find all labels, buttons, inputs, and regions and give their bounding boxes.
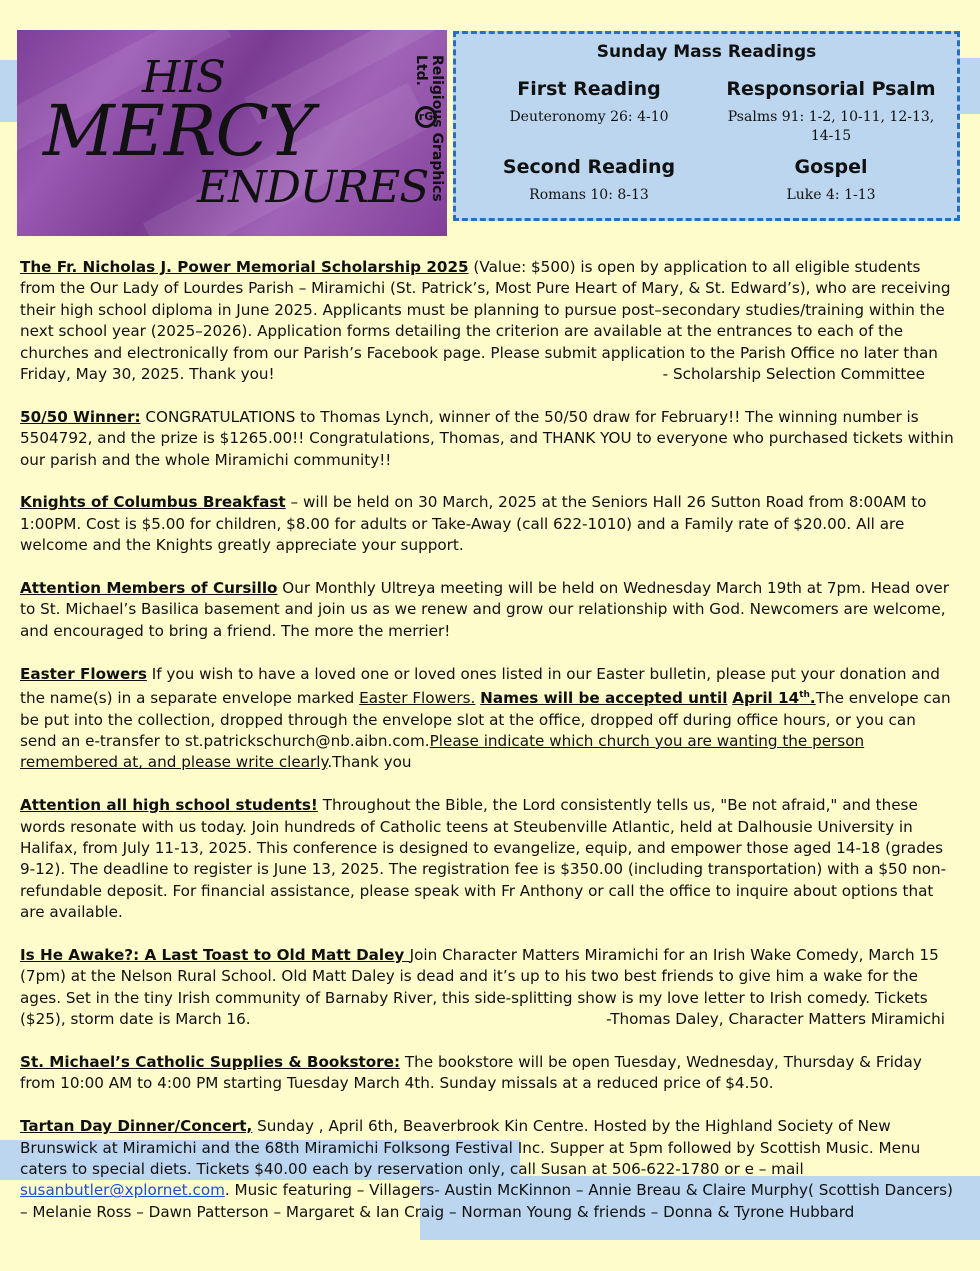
students-body: Throughout the Bible, the Lord consistently tells us, "Be not afraid," and these words resonate with us today. Join hundreds of Catholic teens at Steubenville Atlantic, held at Dalhousie University in Halifax, from July 11-13, 2025. This conference is designed to evangelize, equip, and empower those aged 14-18 (grades 9-12). The deadline to register is June 13, 2025. The registration fee is $350.00 (including transportation) with a $50 non-refundable deposit. For financial assistance, please speak with Fr Anthony or call the office to inquire about options that are available. <box>20 796 947 922</box>
religious-graphics-icon: rG <box>415 106 437 128</box>
gospel-heading: Gospel <box>794 156 868 178</box>
tartan-body-2: . Music featuring – Villagers- Austin McKinnon – Annie Breau & Claire Murphy( Scottish Dancers) – Melanie Ross – Dawn Patterson – Margaret & Ian Craig – Norman Young & friends – Donna & Tyrone Hubbard <box>20 1181 953 1221</box>
scholarship-body: (Value: $500) is open by application to all eligible students from the Our Lady of Lourdes Parish – Miramichi (St. Patrick’s, Most Pure Heart of Mary, & St. Edward’s), who are receiving their high school diploma in June 2025. Applicants must be planning to pursue post–secondary studies/training within the next school year (2025–2026). Application forms detailing the criterion are available at the entrances to each of the churches and electronically from our Parish’s Facebook page. Please submit application to the Parish Office no later than Friday, May 30, 2025. Thank you! <box>20 258 951 384</box>
scholarship-signature: - Scholarship Selection Committee <box>662 365 925 384</box>
easter-body-1: If you wish to have a loved one or loved ones listed in our Easter bulletin, please put your donation and the name(s) in a separate envelope marked <box>20 664 940 708</box>
bookstore-body: The bookstore will be open Tuesday, Wednesday, Thursday & Friday from 10:00 AM to 4:00 PM starting Tuesday March 4th. Sunday missals at a reduced price of $4.50. <box>20 1052 922 1093</box>
second-reading-value: Romans 10: 8-13 <box>529 187 649 203</box>
tartan-title: Tartan Day Dinner/Concert, <box>20 1117 253 1136</box>
easter-date: April 14th. <box>732 689 816 708</box>
his-mercy-endures-logo <box>17 30 447 236</box>
gospel-value: Luke 4: 1-13 <box>786 187 876 203</box>
first-reading-value: Deuteronomy 26: 4-10 <box>509 109 669 125</box>
second-reading <box>464 156 714 205</box>
cursillo-body: Our Monthly Ultreya meeting will be held on Wednesday March 19th at 7pm. Head over to St. Michael’s Basilica basement and join us as we renew and grow our relationship with God. Newcomers are welcome, and encouraged to bring a friend. The more the merrier! <box>20 579 950 640</box>
scholarship-title: The Fr. Nicholas J. Power Memorial Scholarship 2025 <box>20 258 469 276</box>
announcements <box>20 257 955 1245</box>
tartan-announcement <box>20 1116 955 1223</box>
tartan-body-1: Sunday , April 6th, Beaverbrook Kin Centre. Hosted by the Highland Society of New Brunswick at Miramichi and the 68th Miramichi Folksong Festival Inc. Supper at 5pm followed by Scottish Music. Menu caters to special diets. Tickets $40.00 each by reservation only, call Susan at 506-622-1780 or e – mail <box>20 1117 921 1178</box>
logo-line-mercy: MERCY <box>43 90 314 172</box>
easter-body-2: The envelope can be put into the collection, dropped through the envelope slot at the office, dropped off during office hours, or you can send an e-transfer to st.patrickschurch@nb.aibn.com. <box>20 689 951 750</box>
mass-readings-box <box>453 31 960 221</box>
easter-body-3: .Thank you <box>327 753 412 772</box>
tartan-email-link[interactable]: susanbutler@xplornet.com <box>20 1181 225 1200</box>
students-announcement <box>20 795 955 923</box>
cursillo-announcement <box>20 578 955 642</box>
logo-line-his: HIS <box>142 52 225 103</box>
students-title: Attention all high school students! <box>20 796 318 815</box>
first-reading <box>464 78 714 127</box>
second-reading-heading: Second Reading <box>502 156 676 178</box>
easter-accepted: Names will be accepted until <box>480 689 728 708</box>
wake-signature: -Thomas Daley, Character Matters Miramichi <box>606 1010 945 1029</box>
readings-title: Sunday Mass Readings <box>596 42 817 62</box>
wake-title: Is He Awake?: A Last Toast to Old Matt Daley <box>20 945 410 964</box>
wake-body: Join Character Matters Miramichi for an Irish Wake Comedy, March 15 (7pm) at the Nelson Rural School. Old Matt Daley is dead and it’s up to his two best friends to give him a wake for the ages. Set in the tiny Irish community of Barnaby River, this side-splitting show is my love letter to Irish comedy. Tickets ($25), storm date is March 16. <box>20 945 939 1029</box>
knights-body: – will be held on 30 March, 2025 at the Seniors Hall 26 Sutton Road from 8:00AM to 1:00PM. Cost is $5.00 for children, $8.00 for adults or Take-Away (call 622-1010) and a Family rate of $20.00. All are welcome and the Knights greatly appreciate your support. <box>20 493 927 555</box>
knights-announcement <box>20 492 955 556</box>
first-reading-heading: First Reading <box>517 78 661 100</box>
easter-title: Easter Flowers <box>20 664 147 683</box>
bookstore-announcement <box>20 1052 955 1095</box>
publisher-credit: Religious Graphics Ltd. <box>413 55 445 202</box>
fiftyfifty-announcement <box>20 407 955 471</box>
gospel <box>706 156 956 205</box>
easter-marked: Easter Flowers. <box>359 689 476 708</box>
scholarship-announcement <box>20 257 955 385</box>
easter-indicate: Please indicate which church you are wanting the person remembered at, and please write clearly <box>20 731 865 772</box>
logo-line-endures: ENDURES <box>197 162 429 213</box>
fiftyfifty-title: 50/50 Winner: <box>20 407 141 426</box>
wake-announcement <box>20 945 955 1031</box>
psalm-heading: Responsorial Psalm <box>726 78 936 100</box>
bookstore-title: St. Michael’s Catholic Supplies & Bookstore: <box>20 1052 401 1071</box>
easter-announcement <box>20 664 955 774</box>
responsorial-psalm <box>706 78 956 146</box>
cursillo-title: Attention Members of Cursillo <box>20 579 278 598</box>
fiftyfifty-body: CONGRATULATIONS to Thomas Lynch, winner of the 50/50 draw for February!! The winning number is 5504792, and the prize is $1265.00!! Congratulations, Thomas, and THANK YOU to everyone who purchased tickets within our parish and the whole Miramichi community!! <box>20 407 954 469</box>
psalm-value: Psalms 91: 1-2, 10-11, 12-13, 14-15 <box>727 109 935 144</box>
knights-title: Knights of Columbus Breakfast <box>20 493 286 512</box>
